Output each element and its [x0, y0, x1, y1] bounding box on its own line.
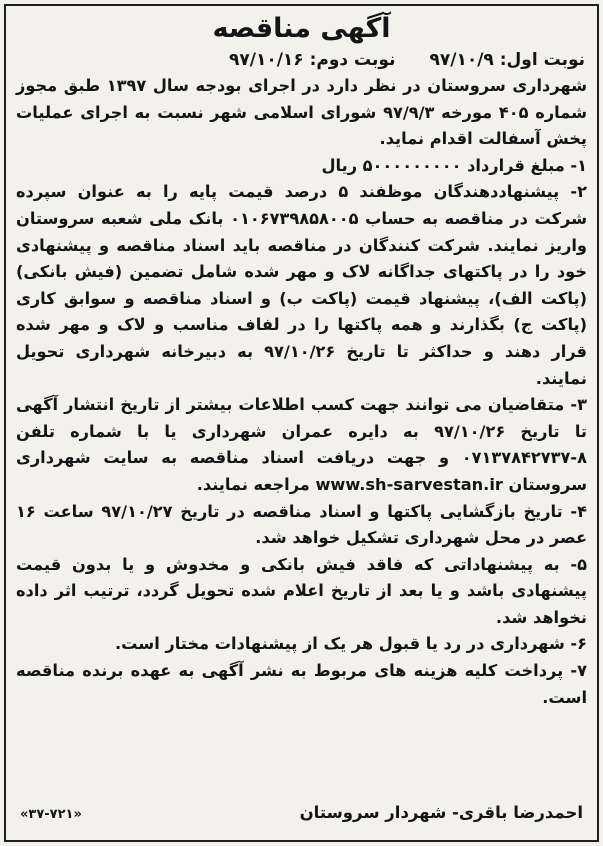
item-3-text-part-2: مراجعه نمایند. — [196, 474, 310, 494]
item-3-information — [16, 392, 587, 498]
ad-code: «۳۷-۷۲۱» — [20, 807, 82, 822]
mayor-signature: احمدرضا باقری- شهردار سروستان — [299, 803, 583, 822]
notice-footer — [20, 803, 583, 822]
municipality-website: www.sh-sarvestan.ir — [315, 474, 503, 494]
item-4-opening-date: ۴- تاریخ بازگشایی پاکتها و اسناد مناقصه در تاریخ ۹۷/۱۰/۲۷ ساعت ۱۶ عصر در محل شهرداری تشکیل خواهد شد. — [16, 501, 587, 548]
item-5-rejection-conditions: ۵- به پیشنهاداتی که فاقد فیش بانکی و مخدوش و یا بدون قیمت پیشنهادی باشد و یا بعد از تاریخ اعلام شده تحویل گردد، ترتیب اثر داده نخواهد شد. — [16, 554, 587, 627]
notice-body — [16, 73, 587, 711]
notice-title: آگهی مناقصه — [212, 13, 391, 44]
item-1-contract-amount: ۱- مبلغ قرارداد ۵۰۰۰۰۰۰۰۰۰ ریال — [321, 155, 587, 175]
item-2-deposit-and-envelopes: ۲- پیشنهاددهندگان موظفند ۵ درصد قیمت پایه را به عنوان سپرده شرکت در مناقصه به حساب ۰۱۰۶۷۳۹۸۵۸۰۰۵ بانک ملی شعبه سروستان واریز نمایند. شرکت کنندگان در مناقصه باید اسناد مناقصه و پیشنهادی خود را در پاکتهای جداگانه لاک و مهر شده شامل تضمین (فیش بانکی) (پاکت الف)، پیشنهاد قیمت (پاکت ب) و اسناد مناقصه و سوابق کاری (پاکت ج) بگذارند و همه پاکتها را در لفاف مناسب و لاک و مهر شده قرار دهند و حداکثر تا تاریخ ۹۷/۱۰/۲۶ به دبیرخانه شهرداری تحویل نمایند. — [16, 182, 588, 388]
item-7-advertisement-costs: ۷- پرداخت کلیه هزینه های مربوط به نشر آگهی به عهده برنده مناقصه است. — [16, 661, 587, 707]
item-6-municipality-discretion: ۶- شهرداری در رد یا قبول هر یک از پیشنهادات مختار است. — [114, 634, 587, 654]
item-3-text-part-1: ۳- متقاضیان می توانند جهت کسب اطلاعات بیشتر از تاریخ انتشار آگهی تا تاریخ ۹۷/۱۰/۲۶ به دایره عمران شهرداری یا با شماره تلفن ۸-۰۷۱۳۷۸۴۲۷۳۷ و جهت دریافت اسناد مناقصه به سایت شهرداری سروستان — [16, 395, 587, 494]
notice-border — [4, 4, 599, 842]
first-turn-date: نوبت اول: ۹۷/۱۰/۹ — [429, 50, 585, 70]
intro-paragraph: شهرداری سروستان در نظر دارد در اجرای بودجه سال ۱۳۹۷ طبق مجوز شماره ۴۰۵ مورخه ۹۷/۹/۳ شورای اسلامی شهر نسبت به اجرای عملیات پخش آسفالت اقدام نماید. — [16, 76, 588, 149]
second-turn-date: نوبت دوم: ۹۷/۱۰/۱۶ — [228, 50, 396, 70]
publication-turns — [16, 48, 587, 72]
